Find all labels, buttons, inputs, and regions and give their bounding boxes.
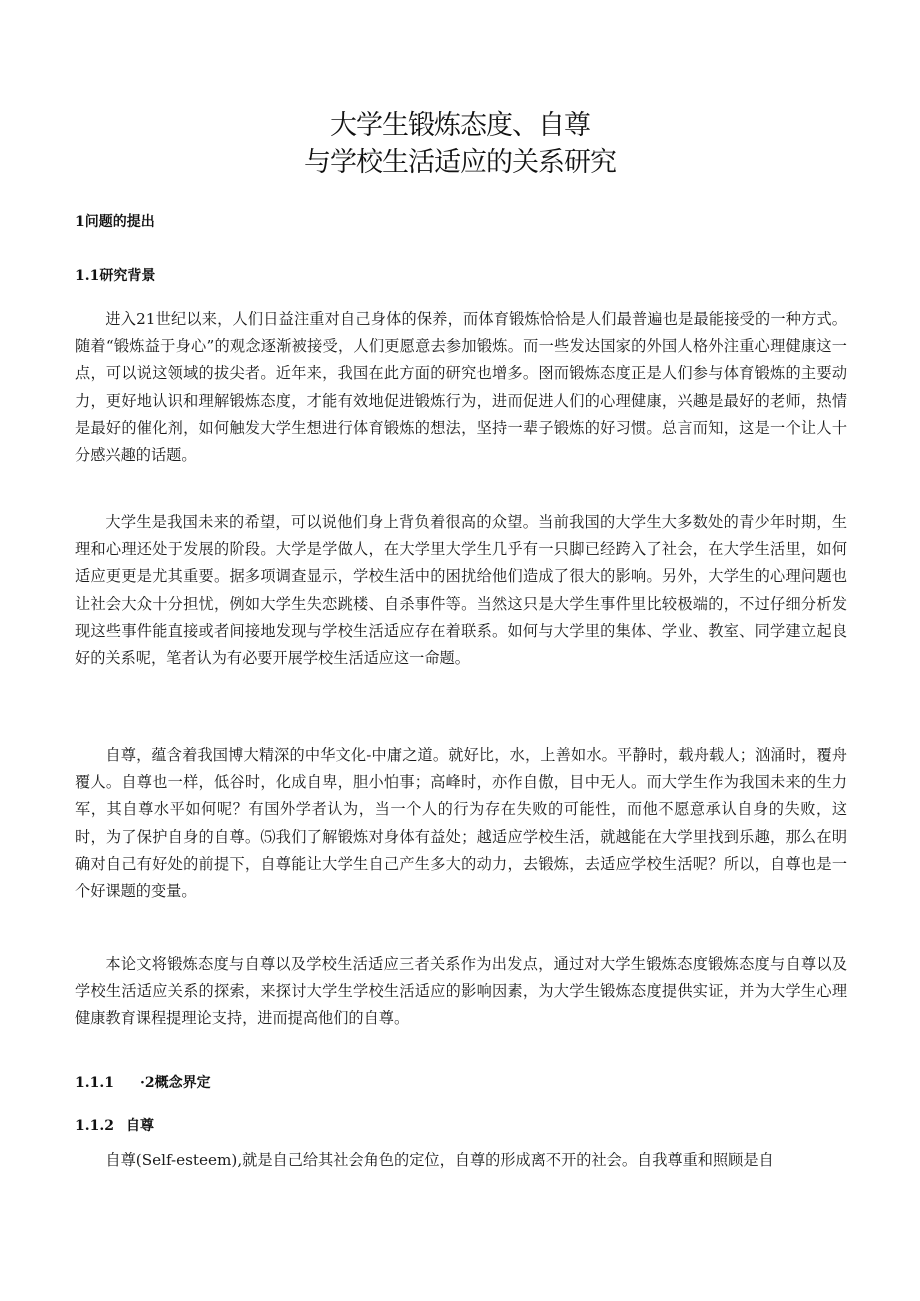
- heading-text: ·2概念界定: [139, 1075, 211, 1091]
- document-title-line-1: 大学生锻炼态度、自尊: [330, 110, 590, 141]
- heading-number: 1.1.2: [75, 1118, 114, 1134]
- paragraph-research-background-4: 本论文将锻炼态度与自尊以及学校生活适应三者关系作为出发点，通过对大学生锻炼态度锻炼态度与自尊以及学校生活适应关系的探索，来探讨大学生学校生活适应的影响因素，为大学生锻炼态度提供实证，并为大学生心理健康教育课程提理论支持，进而提高他们的自尊。: [75, 955, 847, 1028]
- section-heading-1-1-1: [75, 1073, 211, 1093]
- paragraph-research-background-1: 进入21世纪以来，人们日益注重对自己身体的保养，而体育锻炼恰恰是人们最普遍也是最能接受的一种方式。随着“锻炼益于身心”的观念逐渐被接受，人们更愿意去参加锻炼。而一些发达国家的外国人格外注重心理健康这一点，可以说这领域的拔尖者。近年来，我国在此方面的研究也增多。囹而锻炼态度正是人们参与体育锻炼的主要动力，更好地认识和理解锻炼态度，才能有效地促进锻炼行为，进而促进人们的心理健康，兴趣是最好的老师，热情是最好的催化剂，如何触发大学生想进行体育锻炼的想法，坚持一辈子锻炼的好习惯。总言而知，这是一个让人十分感兴趣的话题。: [75, 310, 847, 465]
- section-heading-1: 1问题的提出: [75, 214, 155, 230]
- section-heading-1-1-2: [75, 1116, 154, 1136]
- paragraph-research-background-2: 大学生是我国未来的希望，可以说他们身上背负着很高的众望。当前我国的大学生大多数处的青少年时期，生理和心理还处于发展的阶段。大学是学做人，在大学里大学生几乎有一只脚已经跨入了社会，在大学生活里，如何适应更更是尤其重要。据多项调查显示，学校生活中的困扰给他们造成了很大的影响。另外，大学生的心理问题也让社会大众十分担忧，例如大学生失恋跳楼、自杀事件等。当然这只是大学生事件里比较极端的，不过仔细分析发现这些事件能直接或者间接地发现与学校生活适应存在着联系。如何与大学里的集体、学业、教室、同学建立起良好的关系呢，笔者认为有必要开展学校生活适应这一命题。: [75, 513, 847, 668]
- heading-number: 1.1.1: [75, 1075, 114, 1091]
- document-title-line-2: 与学校生活适应的关系研究: [304, 147, 616, 178]
- section-heading-1-1: 1.1研究背景: [75, 268, 156, 284]
- paragraph-research-background-3: 自尊，蕴含着我国博大精深的中华文化-中庸之道。就好比，水，上善如水。平静时，载舟载人；汹涌时，覆舟覆人。自尊也一样，低谷时，化成自卑，胆小怕事；高峰时，亦作自傲，目中无人。而大学生作为我国未来的生力军，其自尊水平如何呢？有国外学者认为，当一个人的行为存在失败的可能性，而他不愿意承认自身的失败，这时，为了保护自身的自尊。⑸我们了解锻炼对身体有益处；越适应学校生活，就越能在大学里找到乐趣，那么在明确对自己有好处的前提下，自尊能让大学生自己产生多大的动力，去锻炼，去适应学校生活呢？所以，自尊也是一个好课题的变量。: [75, 746, 847, 901]
- heading-text: 自尊: [125, 1118, 154, 1134]
- paragraph-self-esteem-definition: 自尊(Self-esteem),就是自己给其社会角色的定位，自尊的形成离不开的社会。自我尊重和照顾是自: [105, 1151, 774, 1169]
